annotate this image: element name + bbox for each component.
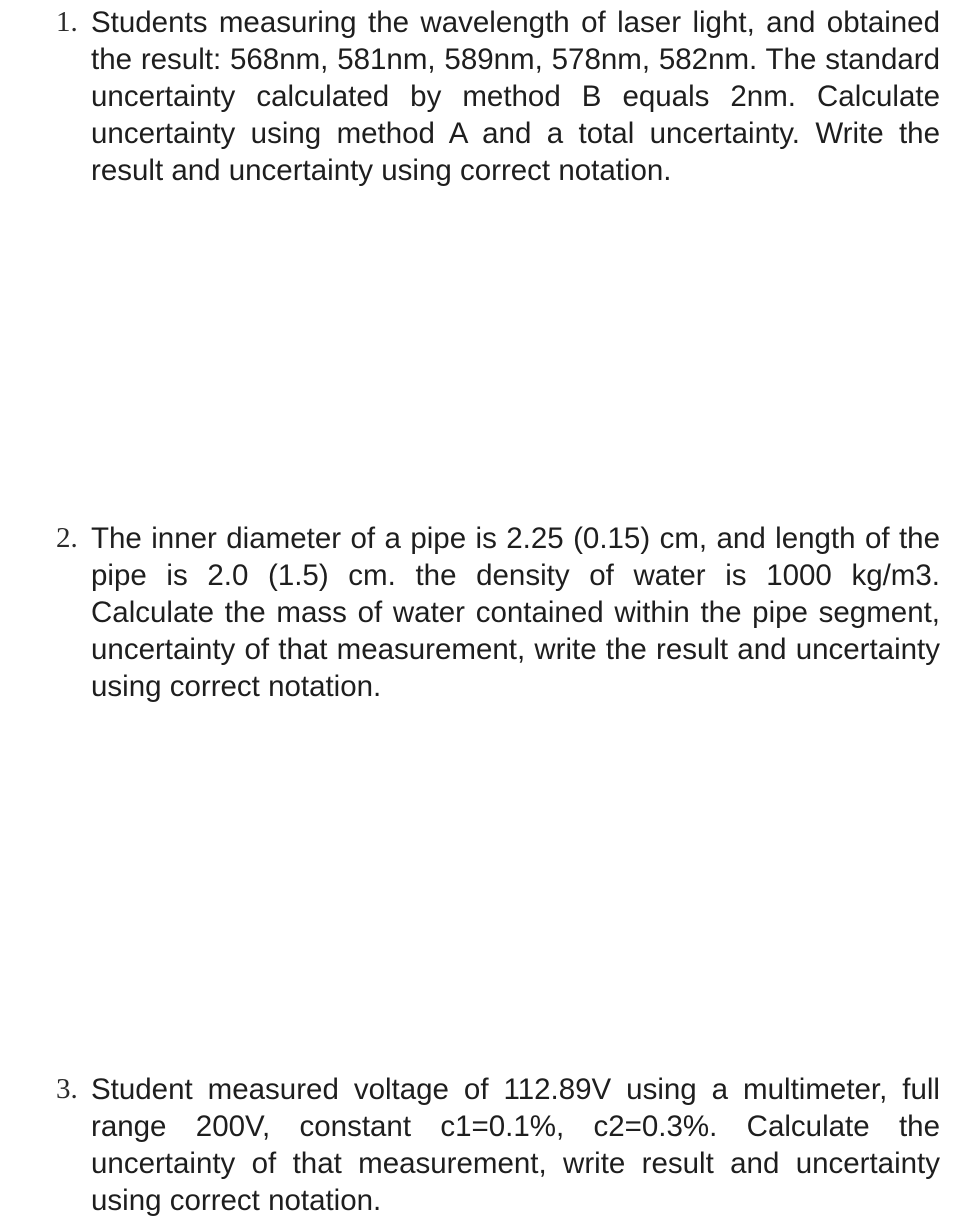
problem-3 xyxy=(56,1071,940,1219)
problem-2 xyxy=(56,520,940,705)
problem-text: The inner diameter of a pipe is 2.25 (0.15) cm, and length of the pipe is 2.0 (1.5) cm. the density of water is 1000 kg/m3. Calculate the mass of water contained within the pipe segment, uncertainty of that measurement, write the result and uncertainty using correct notation. xyxy=(91,522,940,703)
problem-1 xyxy=(56,4,940,189)
problem-number: 1. xyxy=(56,6,78,38)
problem-number: 2. xyxy=(56,522,78,554)
problem-text: Student measured voltage of 112.89V using a multimeter, full range 200V, constant c1=0.1%, c2=0.3%. Calculate the uncertainty of that measurement, write result and uncertainty using correct notation. xyxy=(91,1073,940,1217)
problem-text: Students measuring the wavelength of laser light, and obtained the result: 568nm, 581nm, 589nm, 578nm, 582nm. The standard uncertainty calculated by method B equals 2nm. Calculate uncertainty using method A and a total uncertainty. Write the result and uncertainty using correct notation. xyxy=(91,6,940,187)
problem-number: 3. xyxy=(56,1073,78,1105)
